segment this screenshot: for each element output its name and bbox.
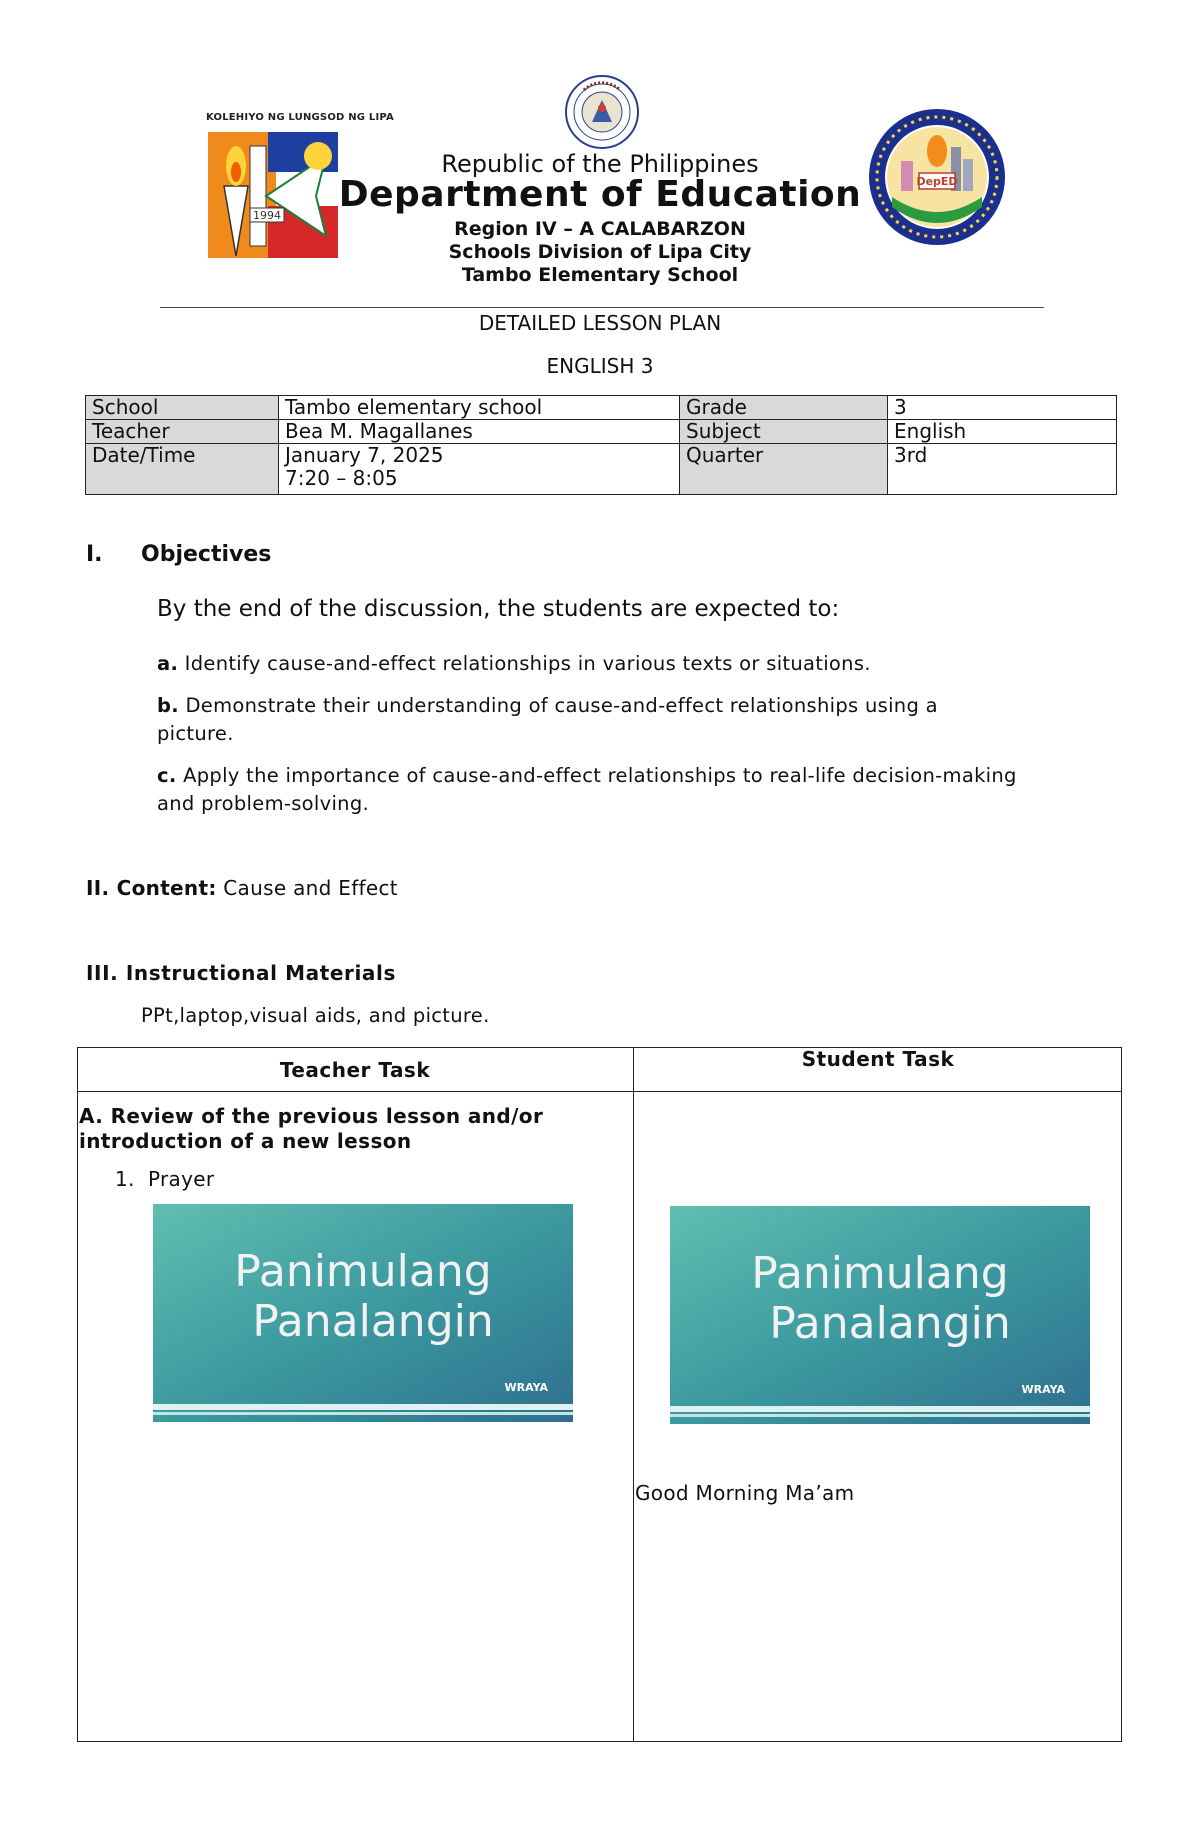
datetime-label: Date/Time xyxy=(86,444,279,495)
task-table-divider xyxy=(633,1047,634,1742)
grade-label: Grade xyxy=(680,396,888,420)
content-label: II. Content: xyxy=(86,876,217,900)
deped-seal-logo xyxy=(564,74,640,150)
objective-text: Demonstrate their understanding of cause-and-effect relationships using a picture. xyxy=(157,694,938,745)
slide-title-line2: Panalangin xyxy=(769,1298,1011,1349)
slide-brand: WRAYA xyxy=(1021,1383,1065,1396)
prayer-item xyxy=(115,1167,214,1191)
logo-text: KOLEHIYO NG LUNGSOD NG LIPA xyxy=(206,112,394,123)
materials-heading: III. Instructional Materials xyxy=(86,961,396,985)
department-title: Department of Education xyxy=(338,174,862,215)
lesson-info-table xyxy=(85,395,1117,495)
content-section xyxy=(86,876,398,900)
objective-letter: b. xyxy=(157,694,179,717)
prayer-slide-teacher xyxy=(153,1204,573,1422)
slide-title-line1: Panimulang xyxy=(751,1248,1009,1299)
subject-label: Subject xyxy=(680,420,888,444)
prayer-slide-student xyxy=(670,1206,1090,1424)
region-line: Region IV – A CALABARZON xyxy=(454,218,746,240)
date-value: January 7, 2025 xyxy=(285,443,444,467)
table-row xyxy=(86,396,1117,420)
student-task-header: Student Task xyxy=(801,1047,955,1071)
objective-letter: a. xyxy=(157,652,179,675)
logo-year: 1994 xyxy=(253,209,281,222)
teacher-label: Teacher xyxy=(86,420,279,444)
content-value: Cause and Effect xyxy=(223,876,398,900)
objectives-heading: Objectives xyxy=(141,542,272,567)
school-value: Tambo elementary school xyxy=(279,396,680,420)
quarter-label: Quarter xyxy=(680,444,888,495)
task-table-header-rule xyxy=(77,1091,1122,1092)
subject-value: English xyxy=(888,420,1117,444)
school-label: School xyxy=(86,396,279,420)
school-line: Tambo Elementary School xyxy=(461,264,739,286)
objective-text: Apply the importance of cause-and-effect relationships to real-life decision-making and problem-solving. xyxy=(157,764,1017,815)
objective-item-c xyxy=(157,762,1017,818)
materials-text: PPt,laptop,visual aids, and picture. xyxy=(141,1004,490,1027)
objectives-intro: By the end of the discussion, the students are expected to: xyxy=(157,596,840,622)
table-row xyxy=(86,420,1117,444)
table-row xyxy=(86,444,1117,495)
objective-text: Identify cause-and-effect relationships in various texts or situations. xyxy=(184,652,871,675)
objectives-number: I. xyxy=(86,542,103,567)
teacher-value: Bea M. Magallanes xyxy=(279,420,680,444)
subject-title: ENGLISH 3 xyxy=(546,354,654,378)
datetime-value xyxy=(279,444,680,495)
republic-line: Republic of the Philippines xyxy=(441,150,759,178)
quarter-value: 3rd xyxy=(888,444,1117,495)
grade-value: 3 xyxy=(888,396,1117,420)
division-line: Schools Division of Lipa City xyxy=(448,241,752,263)
objective-item-a xyxy=(157,650,1017,678)
slide-brand: WRAYA xyxy=(504,1381,548,1394)
section-a-heading: A. Review of the previous lesson and/or introduction of a new lesson xyxy=(79,1104,544,1153)
deped-badge-text: DepED xyxy=(916,175,958,188)
student-response: Good Morning Ma’am xyxy=(635,1481,855,1505)
slide-title-line2: Panalangin xyxy=(252,1296,494,1347)
prayer-number: 1. xyxy=(115,1167,135,1191)
objective-item-b xyxy=(157,692,1017,748)
time-value: 7:20 – 8:05 xyxy=(285,466,398,490)
document-title: DETAILED LESSON PLAN xyxy=(478,311,722,335)
teacher-task-header: Teacher Task xyxy=(279,1058,431,1082)
objective-letter: c. xyxy=(157,764,177,787)
prayer-label: Prayer xyxy=(148,1167,215,1191)
header-divider xyxy=(160,307,1044,308)
slide-title-line1: Panimulang xyxy=(234,1246,492,1297)
